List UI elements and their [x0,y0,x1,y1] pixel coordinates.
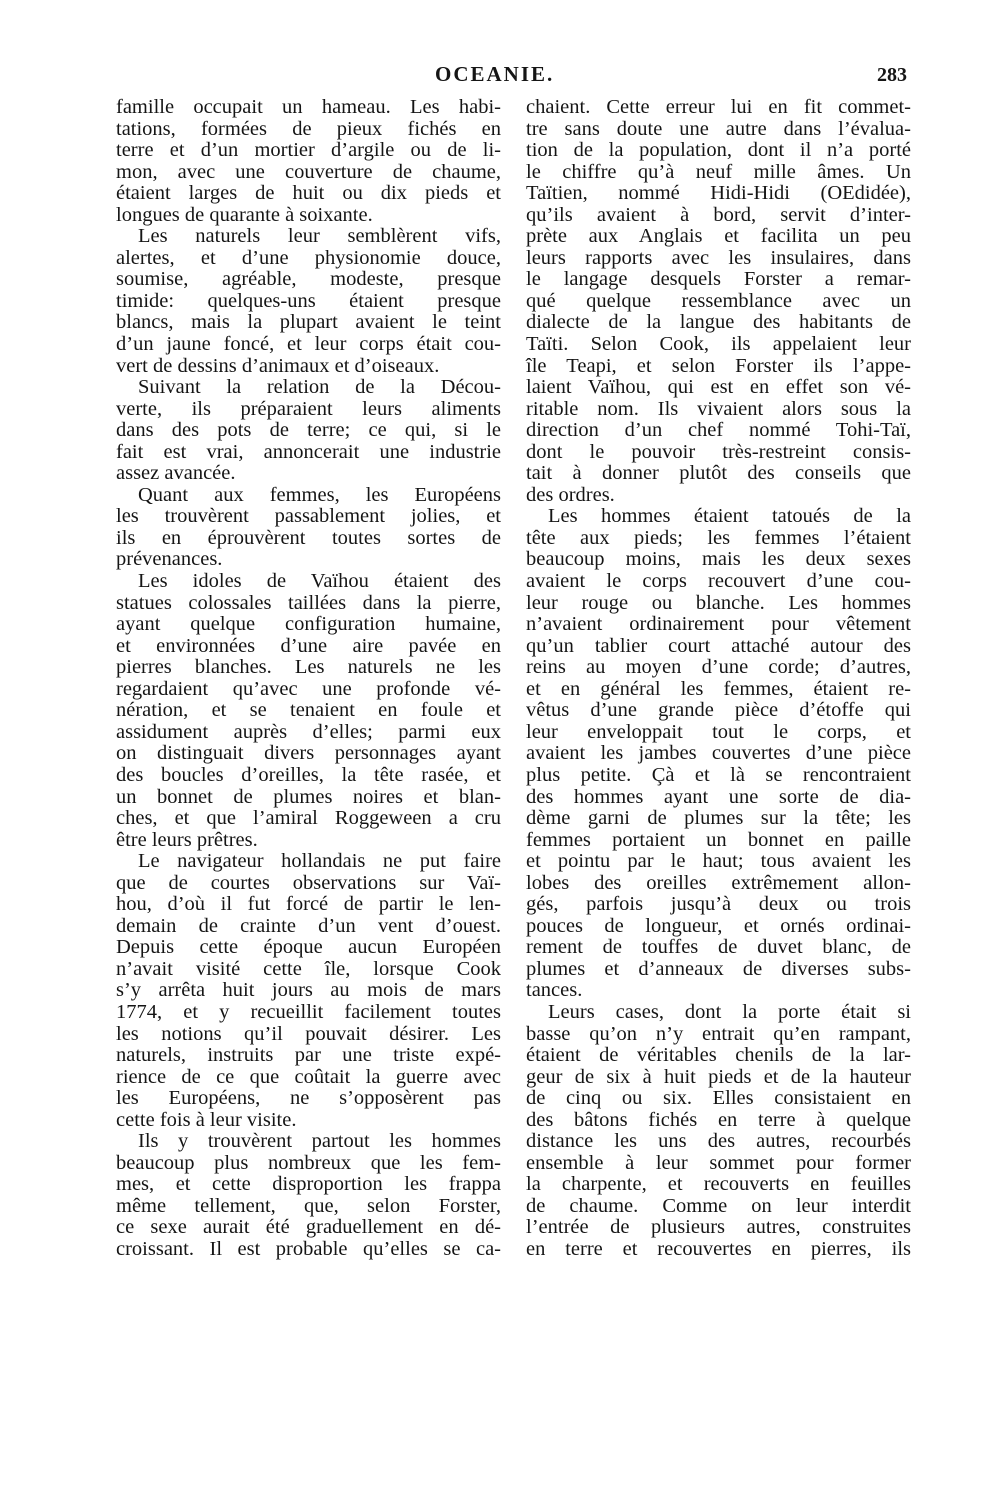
text-line: des bâtons fichés en terre à quelque [526,1108,911,1131]
running-title: OCEANIE. [435,62,555,86]
text-line: blancs, mais la plupart avaient le teint [116,311,501,334]
page-header [0,62,1000,94]
text-line: femmes portaient un bonnet en paille [526,828,911,851]
text-line: qu’ils avaient à bord, servit d’inter- [526,203,911,226]
text-line: ils en éprouvèrent toutes sortes de [116,526,501,549]
text-line: s’y arrêta huit jours au mois de mars [116,979,501,1002]
text-line: Taïtien, nommé Hidi-Hidi (OEdidée), [526,182,911,205]
text-line: Les idoles de Vaïhou étaient des [138,570,501,593]
text-line: des ordres. [526,483,615,506]
text-line: avaient les jambes couvertes d’une pièce [526,742,911,765]
text-line: mes, et cette disproportion les frappa [116,1173,501,1196]
text-line: n’avait visité cette île, lorsque Cook [116,957,501,980]
text-line: nération, et se tenaient en foule et [116,699,501,722]
text-line: assez avancée. [116,462,236,485]
text-line: la charpente, et recouverts en feuilles [526,1173,911,1196]
text-line: mon, avec une couverture de chaume, [116,160,501,183]
text-line: île Teapi, et selon Forster ils l’appe- [526,354,911,377]
text-line: de chaume. Comme on leur interdit [526,1194,911,1217]
text-line: ensemble à leur sommet pour former [526,1151,911,1174]
text-line: terre et d’un mortier d’argile ou de li- [116,139,501,162]
text-line: distance les uns des autres, recourbés [526,1130,911,1153]
text-line: 1774, et y recueillit facilement toutes [116,1000,501,1023]
text-line: être leurs prêtres. [116,828,258,851]
text-line: soumise, agréable, modeste, presque [116,268,501,291]
text-line: pouces de longueur, et ornés ordinai- [526,914,911,937]
text-line: timide: quelques-uns étaient presque [116,289,501,312]
text-line: ayant quelque configuration humaine, [116,613,501,636]
text-line: étaient larges de huit ou dix pieds et [116,182,501,205]
text-line: direction d’un chef nommé Tohi-Taï, [526,419,911,442]
text-line: qu’un tablier court attaché autour des [526,634,911,657]
text-line: Les naturels leur semblèrent vifs, [138,225,501,248]
text-line: pierres blanches. Les naturels ne les [116,656,501,679]
text-line: geur de six à huit pieds et de la hauteur [526,1065,911,1088]
text-line: ce sexe aurait été graduellement en dé- [116,1216,501,1239]
text-line: longues de quarante à soixante. [116,203,373,226]
text-line: qué quelque ressemblance avec un [526,289,911,312]
text-line: rience de ce que coûtait la guerre avec [116,1065,501,1088]
text-line: tête aux pieds; les femmes l’étaient [526,526,911,549]
text-line: et en général les femmes, étaient re- [526,677,911,700]
text-line: laient Vaïhou, qui est en effet son vé- [526,376,911,399]
text-line: vert de dessins d’animaux et d’oiseaux. [116,354,440,377]
text-line: que de courtes observations sur Vaï- [116,871,501,894]
text-line: alertes, et d’une physionomie douce, [116,246,501,269]
text-line: leur rouge ou blanche. Les hommes [526,591,911,614]
text-line: gés, parfois jusqu’à deux ou trois [526,893,911,916]
text-line: Ils y trouvèrent partout les hommes [138,1130,501,1153]
text-line: verte, ils préparaient leurs aliments [116,397,501,420]
text-line: dont le pouvoir très-restreint consis- [526,440,911,463]
text-line: leur enveloppait tout le corps, et [526,720,911,743]
text-line: et environnées d’une aire pavée en [116,634,501,657]
text-line: vêtus d’une grande pièce d’étoffe qui [526,699,911,722]
text-line: prète aux Anglais et facilita un peu [526,225,911,248]
page-number: 283 [877,64,907,86]
text-line: chaient. Cette erreur lui en fit commet- [526,96,911,118]
text-line: plus petite. Çà et là se rencontraient [526,763,911,786]
text-line: et pointu par le haut; tous avaient les [526,850,911,873]
text-line: d’un jaune foncé, et leur corps était cou- [116,333,501,356]
text-line: cette fois à leur visite. [116,1108,297,1131]
text-line: Depuis cette époque aucun Européen [116,936,501,959]
text-line: Quant aux femmes, les Européens [138,483,501,506]
text-line: le langage desquels Forster a remar- [526,268,911,291]
text-line: croissant. Il est probable qu’elles se ca- [116,1237,501,1260]
text-line: dème garni de plumes sur la tête; les [526,807,911,830]
text-line: rement de touffes de duvet blanc, de [526,936,911,959]
text-line: ches, et que l’amiral Roggeween a cru [116,807,501,830]
text-line: Les hommes étaient tatoués de la [548,505,911,528]
text-line: étaient de véritables chenils de la lar- [526,1044,911,1067]
text-line: on distinguait divers personnages ayant [116,742,501,765]
text-line: dans des pots de terre; ce qui, si le [116,419,501,442]
text-line: un bonnet de plumes noires et blan- [116,785,501,808]
text-line: des hommes ayant une sorte de dia- [526,785,911,808]
text-line: fait est vrai, annoncerait une industrie [116,440,501,463]
text-line: tances. [526,979,583,1002]
text-line: les Européens, ne s’opposèrent pas [116,1087,501,1110]
text-line: Le navigateur hollandais ne put faire [138,850,501,873]
text-line: avaient le corps recouvert d’une cou- [526,570,911,593]
text-line: ritable nom. Ils vivaient alors sous la [526,397,911,420]
text-line: tre sans doute une autre dans l’évalua- [526,117,911,140]
text-line: plumes et d’anneaux de diverses subs- [526,957,911,980]
text-line: tion de la population, dont il n’a porté [526,139,911,162]
text-line: famille occupait un hameau. Les habi- [116,96,501,118]
text-line: basse qu’on n’y entrait qu’en rampant, [526,1022,911,1045]
text-line: reins au moyen d’une corde; d’autres, [526,656,911,679]
text-line: beaucoup plus nombreux que les fem- [116,1151,501,1174]
text-line: lobes des oreilles extrêmement allon- [526,871,911,894]
text-line: les trouvèrent passablement jolies, et [116,505,501,528]
text-line: dialecte de la langue des habitants de [526,311,911,334]
text-line: de cinq ou six. Elles consistaient en [526,1087,911,1110]
text-column-right [526,97,911,1261]
text-line: tait à donner plutôt des conseils que [526,462,911,485]
text-line: même tellement, que, selon Forster, [116,1194,501,1217]
text-line: beaucoup moins, mais les deux sexes [526,548,911,571]
text-line: regardaient qu’avec une profonde vé- [116,677,501,700]
text-line: naturels, instruits par une triste expé- [116,1044,501,1067]
text-line: statues colossales taillées dans la pierre, [116,591,501,614]
text-line: Suivant la relation de la Décou- [138,376,501,399]
text-line: Leurs cases, dont la porte était si [548,1000,911,1023]
text-line: hou, d’où il fut forcé de partir le len- [116,893,501,916]
text-line: prévenances. [116,548,223,571]
text-line: les notions qu’il pouvait désirer. Les [116,1022,501,1045]
text-line: n’avaient ordinairement pour vêtement [526,613,911,636]
text-column-left [116,97,501,1261]
text-line: demain de crainte d’un vent d’ouest. [116,914,501,937]
text-line: l’entrée de plusieurs autres, construites [526,1216,911,1239]
text-line: en terre et recouvertes en pierres, ils [526,1237,911,1260]
text-line: Taïti. Selon Cook, ils appelaient leur [526,333,911,356]
text-line: tations, formées de pieux fichés en [116,117,501,140]
text-line: assidument auprès d’elles; parmi eux [116,720,501,743]
text-line: le chiffre qu’à neuf mille âmes. Un [526,160,911,183]
text-line: leurs rapports avec les insulaires, dans [526,246,911,269]
text-line: des boucles d’oreilles, la tête rasée, et [116,763,501,786]
